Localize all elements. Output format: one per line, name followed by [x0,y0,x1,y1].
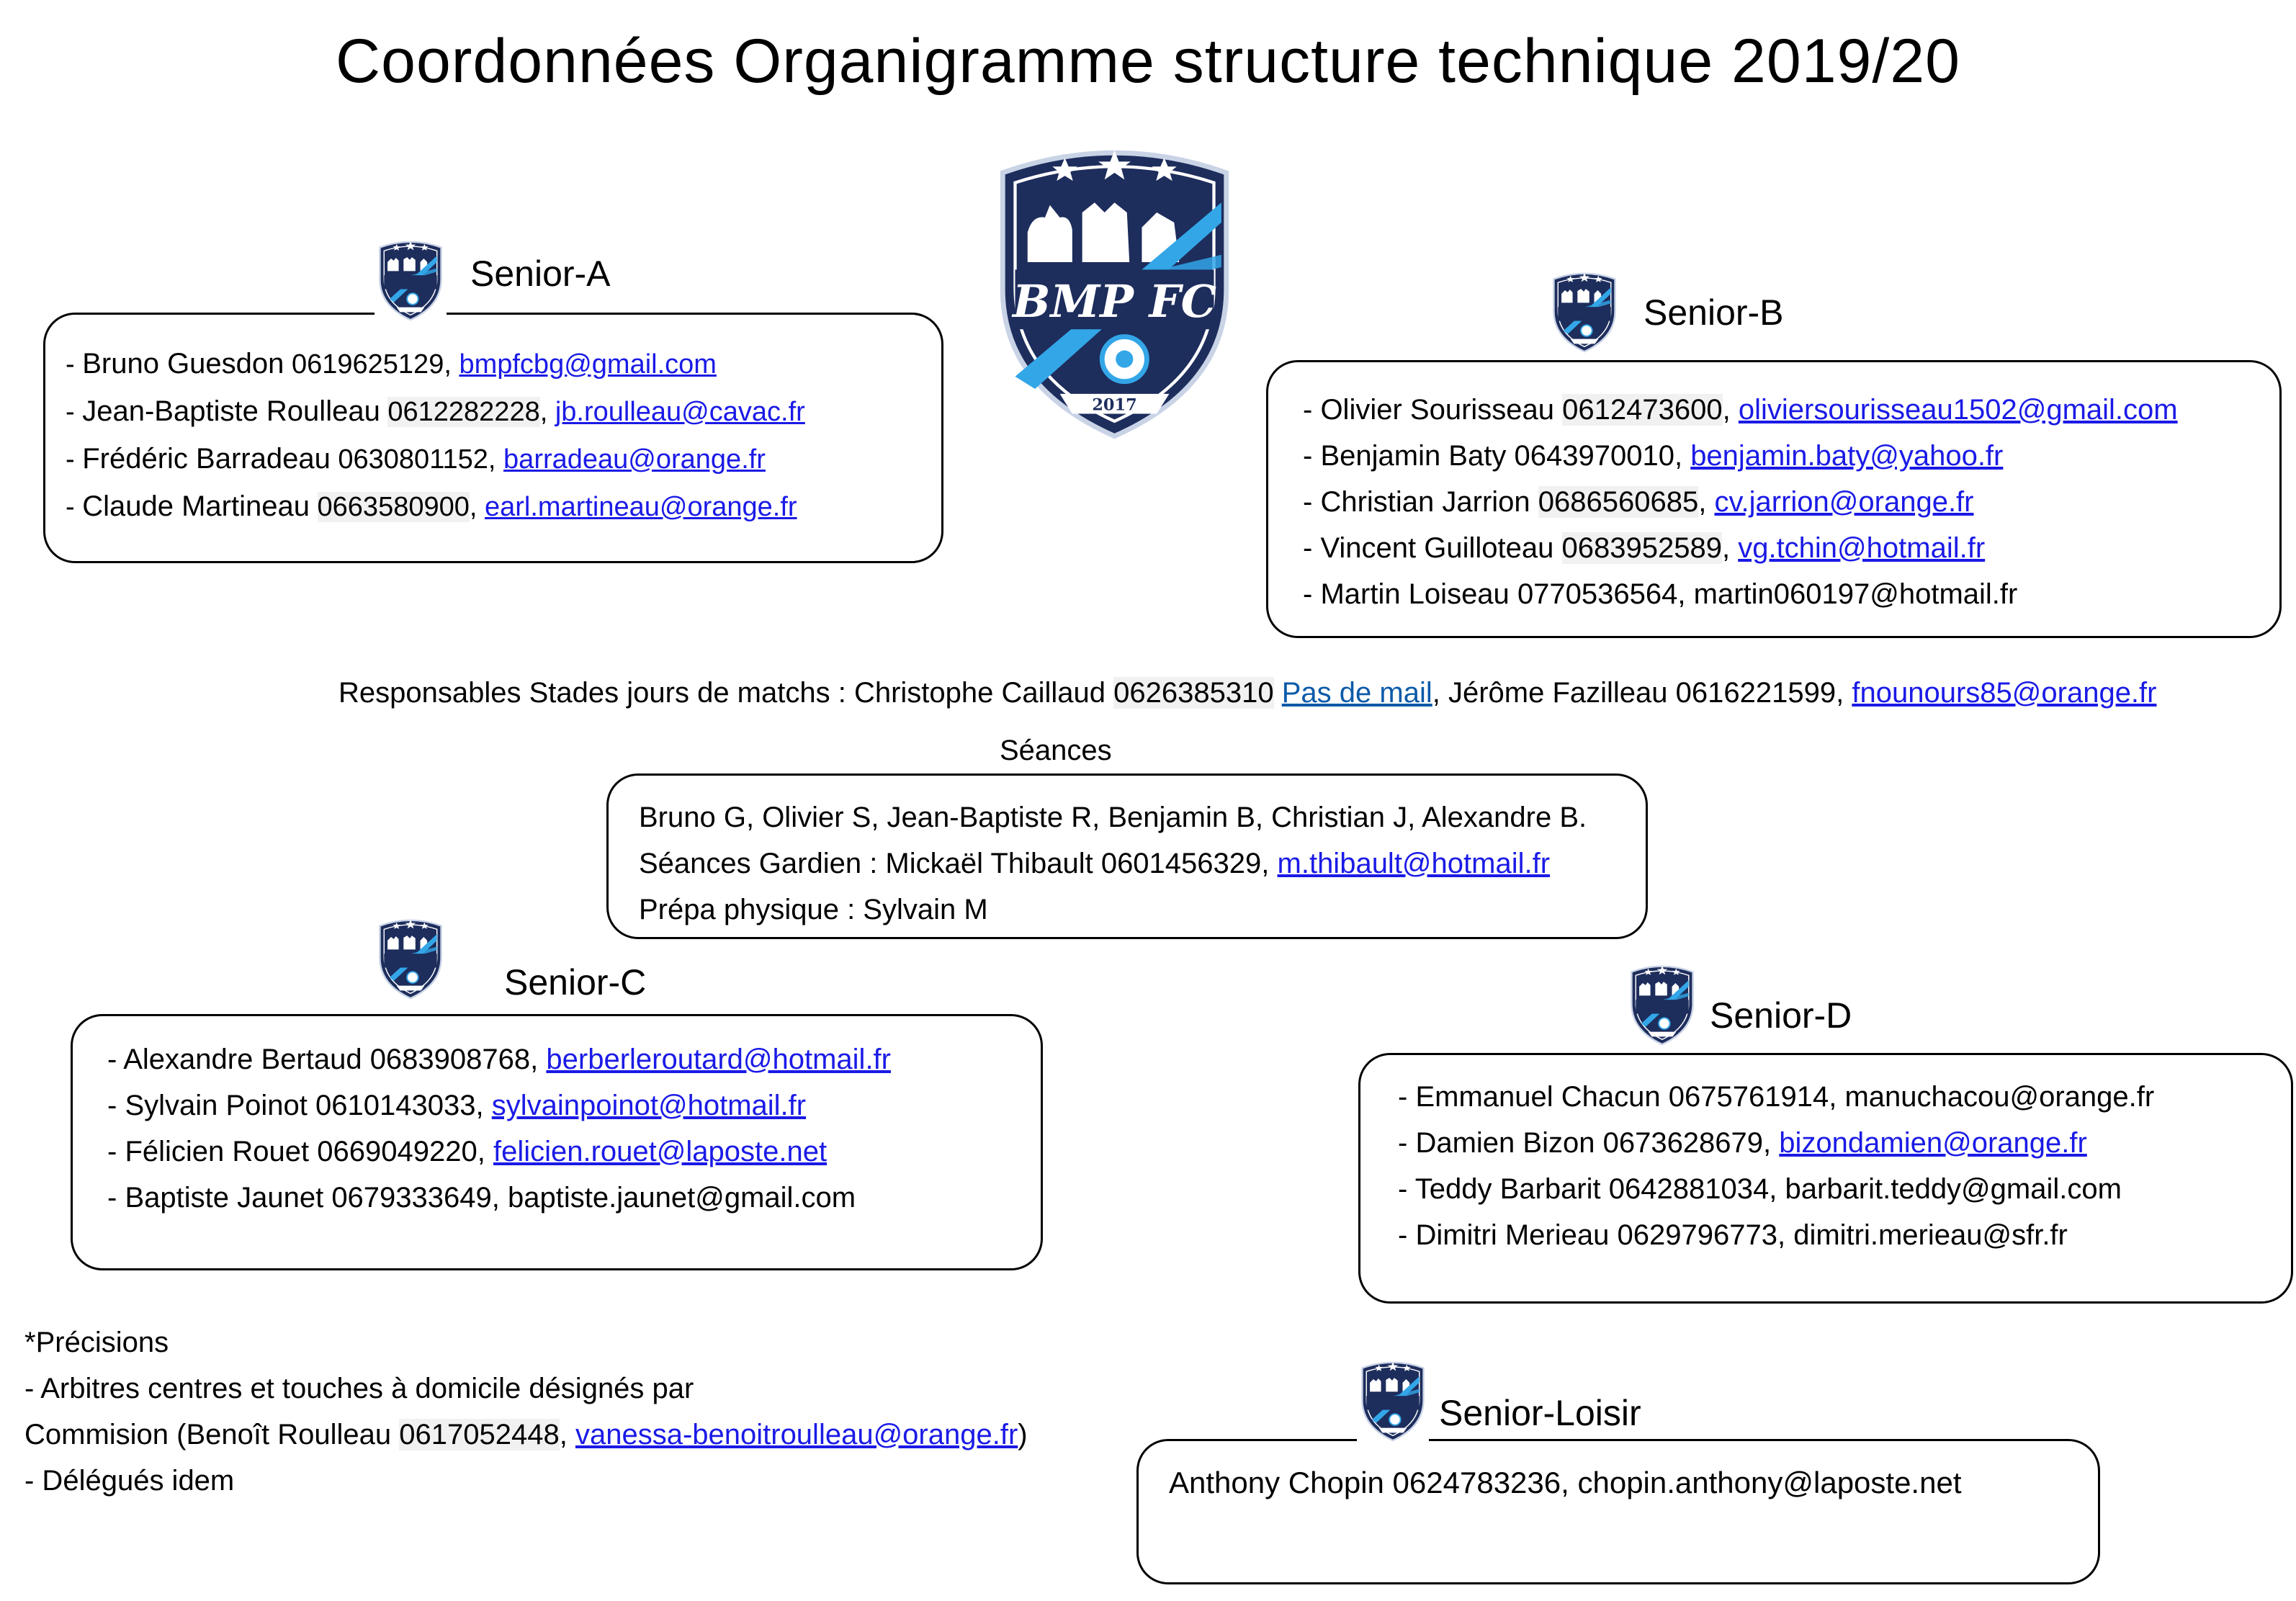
list-item: - Félicien Rouet 0669049220, felicien.rouet@laposte.net [107,1129,891,1175]
email-link[interactable]: felicien.rouet@laposte.net [493,1136,828,1167]
list-item: - Alexandre Bertaud 0683908768, berberleroutard@hotmail.fr [107,1036,891,1082]
badge-icon [1626,962,1698,1046]
list-item: - Sylvain Poinot 0610143033, sylvainpoinot@hotmail.fr [107,1082,891,1129]
email-link[interactable]: oliviersourisseau1502@gmail.com [1738,394,2178,426]
senior-a-heading: Senior-A [465,252,616,295]
seances-trainers: Bruno G, Olivier S, Jean-Baptiste R, Benjamin B, Christian J, Alexandre B. [639,802,1587,833]
badge-icon [375,238,447,321]
list-item: - Baptiste Jaunet 0679333649, baptiste.jaunet@gmail.com [107,1175,891,1221]
list-item: Anthony Chopin 0624783236, chopin.anthony@laposte.net [1169,1466,1962,1499]
email-link[interactable]: m.thibault@hotmail.fr [1277,848,1551,879]
list-item: - Damien Bizon 0673628679, bizondamien@orange.fr [1398,1120,2154,1166]
email-link[interactable]: bizondamien@orange.fr [1779,1127,2087,1159]
badge-icon [1357,1358,1429,1442]
email-link[interactable]: vg.tchin@hotmail.fr [1738,532,1986,564]
logo-year: 2017 [1092,395,1137,415]
senior-c-box [71,1014,1043,1270]
badge-icon [375,916,447,1000]
precisions-line: - Délégués idem [24,1465,235,1497]
list-item: - Vincent Guilloteau 0683952589, vg.tchin@hotmail.fr [1303,525,2178,571]
senior-d-box [1358,1053,2293,1304]
senior-loisir-heading: Senior-Loisir [1433,1391,1647,1435]
list-item: - Dimitri Merieau 0629796773, dimitri.merieau@sfr.fr [1398,1212,2154,1258]
precisions-line: - Arbitres centres et touches à domicile désignés par [24,1373,694,1404]
email-link[interactable]: bmpfcbg@gmail.com [459,349,717,380]
seances-box [606,773,1648,939]
list-item: - Frédéric Barradeau 0630801152, barradeau@orange.fr [66,436,805,483]
email-link[interactable]: jb.roulleau@cavac.fr [555,397,805,427]
list-item: - Olivier Sourisseau 0612473600, oliviersourisseau1502@gmail.com [1303,387,2178,433]
senior-a-box [43,313,943,563]
email-link[interactable]: berberleroutard@hotmail.fr [546,1044,891,1075]
email-link[interactable]: vanessa-benoitroulleau@orange.fr [575,1419,1018,1450]
precisions-heading: *Précisions [24,1327,169,1358]
list-item: - Emmanuel Chacun 0675761914, manuchacou@orange.fr [1398,1074,2154,1120]
club-badge-icon [990,138,1239,441]
stades-line: Responsables Stades jours de matchs : Christophe Caillaud 0626385310 Pas de mail, Jérôme Fazilleau 0616221599, fnounours85@orange.fr [338,677,2157,709]
senior-loisir-box [1136,1439,2100,1584]
senior-c-heading: Senior-C [498,961,652,1004]
email-link[interactable]: fnounours85@orange.fr [1852,677,2157,709]
senior-b-heading: Senior-B [1638,291,1790,334]
list-item: - Martin Loiseau 0770536564, martin060197@hotmail.fr [1303,571,2178,617]
email-link[interactable]: barradeau@orange.fr [503,444,766,475]
no-mail-link[interactable]: Pas de mail [1281,677,1432,709]
email-link[interactable]: sylvainpoinot@hotmail.fr [491,1090,807,1121]
list-item: - Claude Martineau 0663580900, earl.martineau@orange.fr [66,483,805,531]
senior-d-heading: Senior-D [1704,994,1857,1037]
list-item: - Jean-Baptiste Roulleau 0612282228, jb.roulleau@cavac.fr [66,388,805,436]
precisions-line: Commision (Benoît Roulleau 0617052448, vanessa-benoitroulleau@orange.fr) [24,1419,1028,1450]
list-item: - Christian Jarrion 0686560685, cv.jarrion@orange.fr [1303,479,2178,525]
seances-heading: Séances [994,729,1118,772]
badge-icon [1548,269,1620,353]
list-item: - Benjamin Baty 0643970010, benjamin.baty@yahoo.fr [1303,433,2178,479]
club-logo [990,138,1239,441]
email-link[interactable]: benjamin.baty@yahoo.fr [1690,440,2004,472]
seances-gardien: Séances Gardien : Mickaël Thibault 0601456329, m.thibault@hotmail.fr [639,848,1551,879]
precisions-block [24,1319,1028,1504]
email-link[interactable]: earl.martineau@orange.fr [485,492,797,522]
page-title: Coordonnées Organigramme structure technique 2019/20 [336,27,1960,96]
seances-prepa: Prépa physique : Sylvain M [639,894,988,925]
list-item: - Bruno Guesdon 0619625129, bmpfcbg@gmail.com [66,341,805,388]
list-item: - Teddy Barbarit 0642881034, barbarit.teddy@gmail.com [1398,1166,2154,1212]
logo-text: BMP FC [1012,274,1217,328]
senior-b-box [1266,360,2282,638]
email-link[interactable]: cv.jarrion@orange.fr [1714,486,1974,518]
